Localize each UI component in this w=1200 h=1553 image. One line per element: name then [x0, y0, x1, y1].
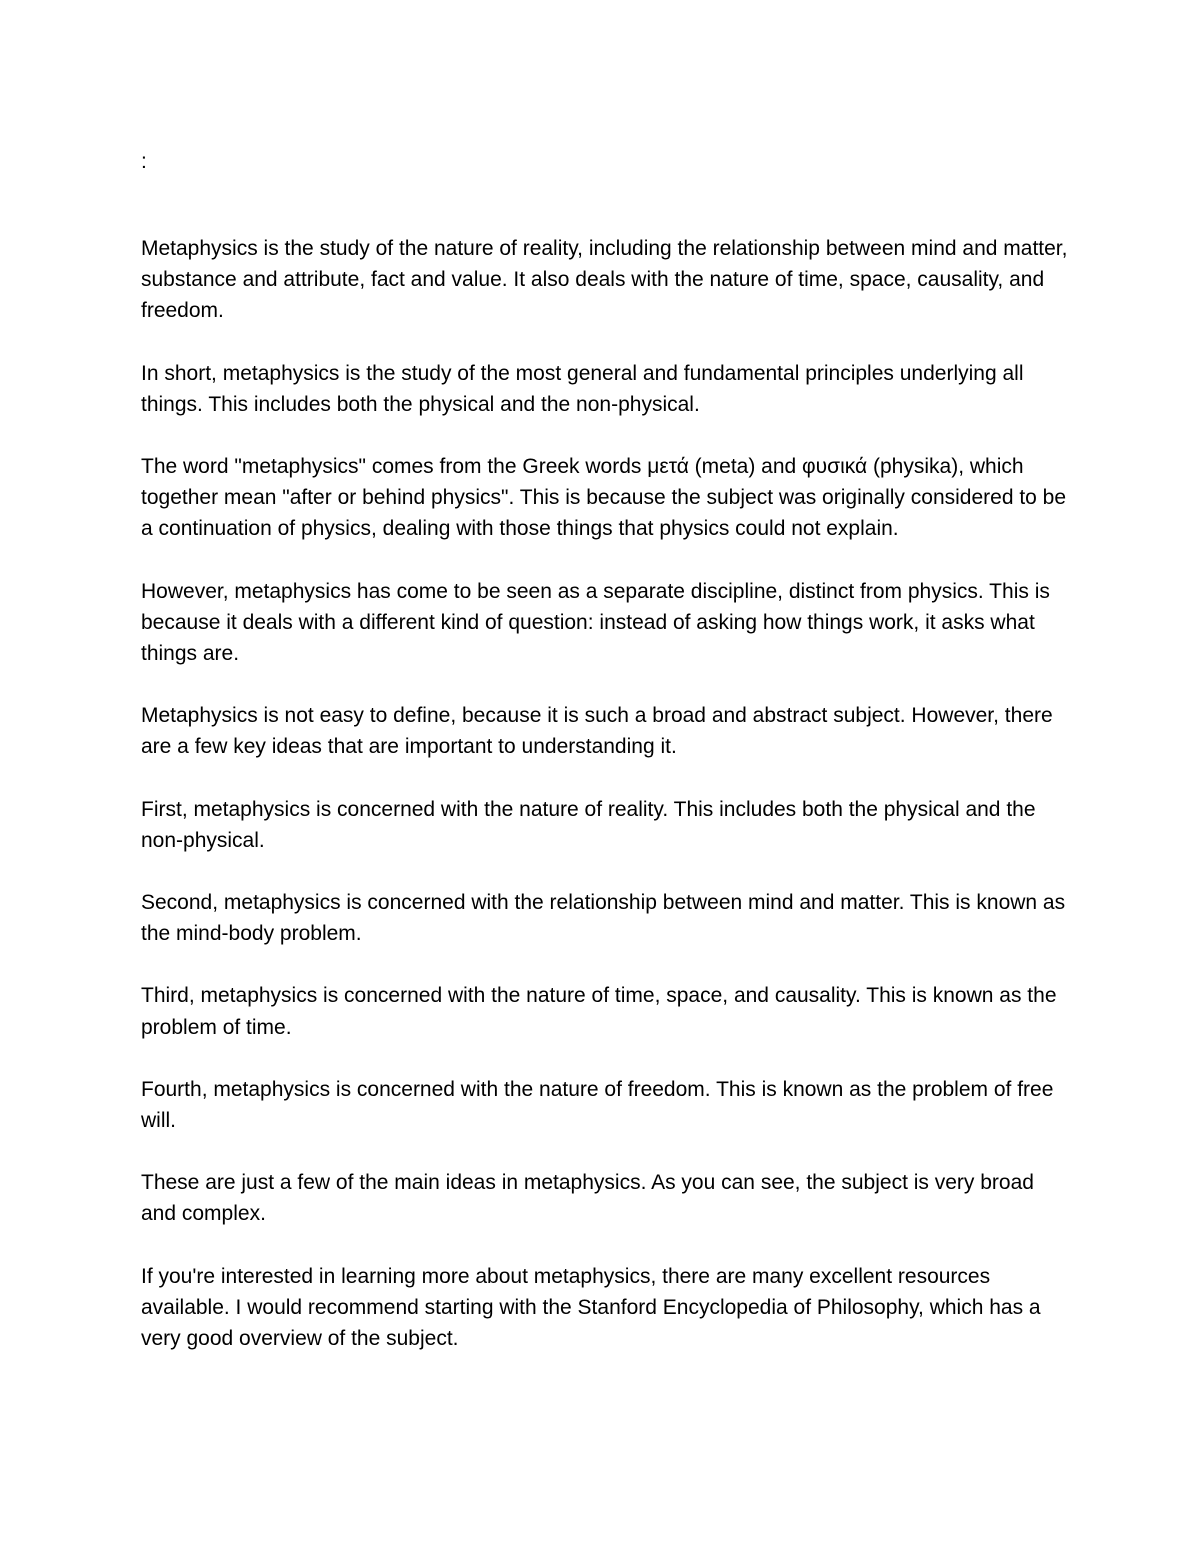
paragraph-first-idea: First, metaphysics is concerned with the nature of reality. This includes both the physical and the non-physical. — [141, 797, 1036, 852]
paragraph-key-ideas: Metaphysics is not easy to define, because it is such a broad and abstract subject. However, there are a few key ideas that are important to understanding it. — [141, 704, 1053, 759]
paragraph-third-idea: Third, metaphysics is concerned with the nature of time, space, and causality. This is known as the problem of time. — [141, 984, 1057, 1039]
paragraph-summary: In short, metaphysics is the study of the most general and fundamental principles underlying all things. This includes both the physical and the non-physical. — [141, 361, 1024, 416]
paragraph-fourth-idea: Fourth, metaphysics is concerned with the nature of freedom. This is known as the problem of free will. — [141, 1077, 1054, 1133]
paragraph-separate-discipline: However, metaphysics has come to be seen as a separate discipline, distinct from physics. This is because it deals with a different kind of question: instead of asking how things work, it asks what things are. — [141, 579, 1050, 666]
paragraph-resources: If you're interested in learning more about metaphysics, there are many excellent resources available. I would recommend starting with the Stanford Encyclopedia of Philosophy, which has a very good overview of the subject. — [141, 1264, 1041, 1351]
paragraph-conclusion: These are just a few of the main ideas in metaphysics. As you can see, the subject is very broad and complex. — [141, 1171, 1034, 1226]
paragraph-definition: Metaphysics is the study of the nature of reality, including the relationship between mind and matter, substance and attribute, fact and value. It also deals with the nature of time, space, causality, and freedom. — [141, 237, 1068, 323]
heading-mark: : — [141, 150, 147, 173]
paragraph-second-idea: Second, metaphysics is concerned with the relationship between mind and matter. This is known as the mind-body problem. — [141, 891, 1066, 946]
paragraph-etymology: The word "metaphysics" comes from the Greek words μετά (meta) and φυσικά (physika), which together mean "after or behind physics". This is because the subject was originally considered to be a continuation of physics, dealing with those things that physics could not explain. — [141, 455, 1067, 541]
document-body — [141, 233, 1071, 1385]
